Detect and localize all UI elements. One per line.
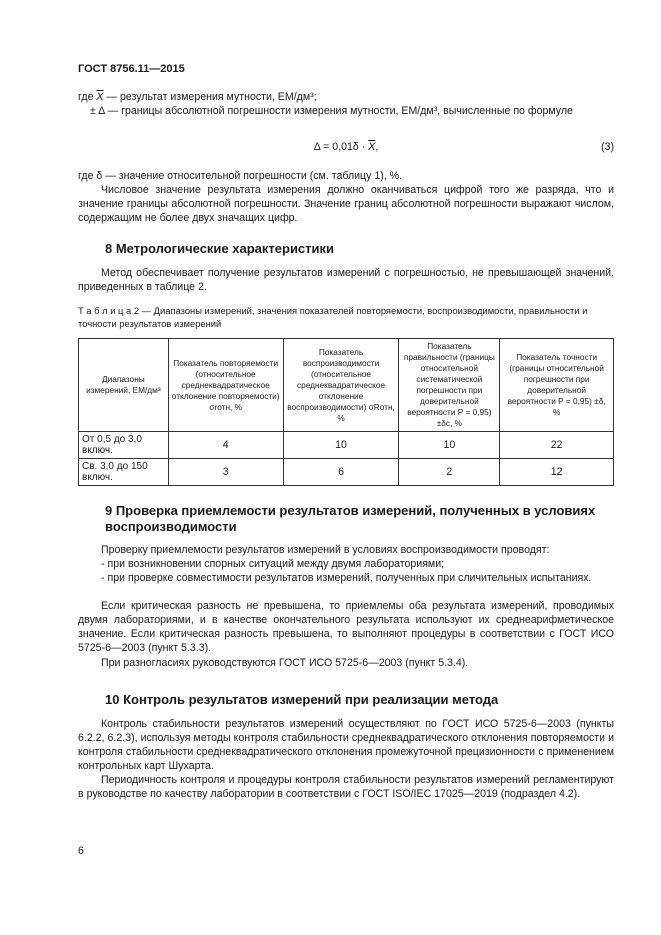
paragraph: Числовое значение результата измерения должно оканчиваться цифрой того же разряда, что и значение границы абсолютной погрешности. Значение границ абсолютной погрешности выражают числом, содержащим не более двух значащих цифр. bbox=[78, 184, 614, 224]
table-row bbox=[79, 459, 614, 486]
header-cell: Показатель повторяемости (относительное среднеквадратическое отклонение повторяемости) σrотн, % bbox=[168, 339, 283, 432]
table-header-row bbox=[79, 339, 614, 432]
table-cell: От 0,5 до 3,0 включ. bbox=[79, 432, 169, 459]
formula-number: (3) bbox=[601, 141, 614, 153]
header-cell: Показатель точности (границы относительной погрешности при доверительной вероятности P = 0,95) ±δ, % bbox=[500, 339, 614, 432]
list-item: - при возникновении спорных ситуаций между двумя лабораториями; bbox=[101, 558, 445, 570]
table-caption bbox=[78, 304, 614, 330]
text: — результат измерения мутности, ЕМ/дм³; bbox=[103, 91, 317, 103]
table-cell: 3 bbox=[168, 459, 283, 486]
header-cell: Показатель правильности (границы относительной систематической погрешности при доверительной вероятности P = 0,95) ±δс, % bbox=[399, 339, 500, 432]
document-header: ГОСТ 8756.11—2015 bbox=[78, 63, 185, 75]
caption-label: Т а б л и ц а 2 bbox=[78, 305, 140, 316]
table-2 bbox=[78, 338, 614, 486]
text: , bbox=[375, 141, 379, 153]
table-cell: Св. 3,0 до 150 включ. bbox=[79, 459, 169, 486]
paragraph: При разногласиях руководствуются ГОСТ ИСО 5725-6—2003 (пункт 5.3.4). bbox=[101, 657, 469, 669]
table-cell: 22 bbox=[500, 432, 614, 459]
table-cell: 10 bbox=[283, 432, 399, 459]
page-number: 6 bbox=[78, 845, 84, 857]
variable-x: $\overline{X}$ bbox=[368, 141, 376, 153]
section-8-title: 8 Метрологические характеристики bbox=[105, 241, 335, 256]
list-item: - при проверке совместимости результатов измерений, полученных при сличительных испытаниях. bbox=[101, 572, 592, 584]
table-cell: 12 bbox=[500, 459, 614, 486]
table-cell: 4 bbox=[168, 432, 283, 459]
table-cell: 6 bbox=[283, 459, 399, 486]
header-cell: Показатель воспроизводимости (относительное среднеквадратическое отклонение воспроизводимости) σRотн, % bbox=[283, 339, 399, 432]
header-cell: Диапазоны измерений, ЕМ/дм³ bbox=[79, 339, 169, 432]
paragraph: Проверку приемлемости результатов измерений в условиях воспроизводимости проводят: bbox=[101, 544, 550, 556]
definition-x bbox=[78, 90, 614, 104]
definition-delta: ± Δ — границы абсолютной погрешности измерения мутности, ЕМ/дм³, вычисленные по формуле bbox=[90, 105, 573, 117]
section-10-title: 10 Контроль результатов измерений при реализации метода bbox=[105, 692, 499, 707]
paragraph: Если критическая разность не превышена, то приемлемы оба результата измерений, проводимых двумя лабораториями, и в качестве окончательного результата используют их среднеарифметическое значение. Если критическая разность превышена, то выполняют процедуры в соответствии с ГОСТ ИСО 5725-6—2003 (пункт 5.3.3). bbox=[78, 600, 614, 654]
table-row bbox=[79, 432, 614, 459]
variable-x: $\overline{X}$ bbox=[96, 91, 104, 103]
section-9-title: 9 Проверка приемлемости результатов измерений, полученных в условиях воспроизводимости bbox=[105, 503, 596, 534]
paragraph: Периодичность контроля и процедуры контроля стабильности результатов измерений регламентируют в руководстве по качеству лаборатории в соответствии с ГОСТ ISO/IEC 17025—2019 (подраздел 4.2). bbox=[78, 774, 614, 800]
caption-text: — Диапазоны измерений, значения показателей повторяемости, воспроизводимости, правильности и точности результатов измерений bbox=[78, 305, 588, 329]
text: где bbox=[78, 91, 97, 103]
table-cell: 10 bbox=[399, 432, 500, 459]
paragraph: Метод обеспечивает получение результатов измерений с погрешностью, не превышающей значений, приведенных в таблице 2. bbox=[78, 267, 614, 293]
paragraph: Контроль стабильности результатов измерений осуществляют по ГОСТ ИСО 5725-6—2003 (пункты 6.2.2, 6.2.3), используя методы контроля стабильности среднеквадратического отклонения повторяемости и контроля стабильности среднеквадратического отклонения промежуточной прецизионности с применением контрольных карт Шухарта. bbox=[78, 718, 614, 772]
definition-delta-rel: где δ — значение относительной погрешности (см. таблицу 1), %. bbox=[78, 170, 403, 182]
table-cell: 2 bbox=[399, 459, 500, 486]
formula-text: Δ = 0,01δ · bbox=[313, 141, 369, 153]
